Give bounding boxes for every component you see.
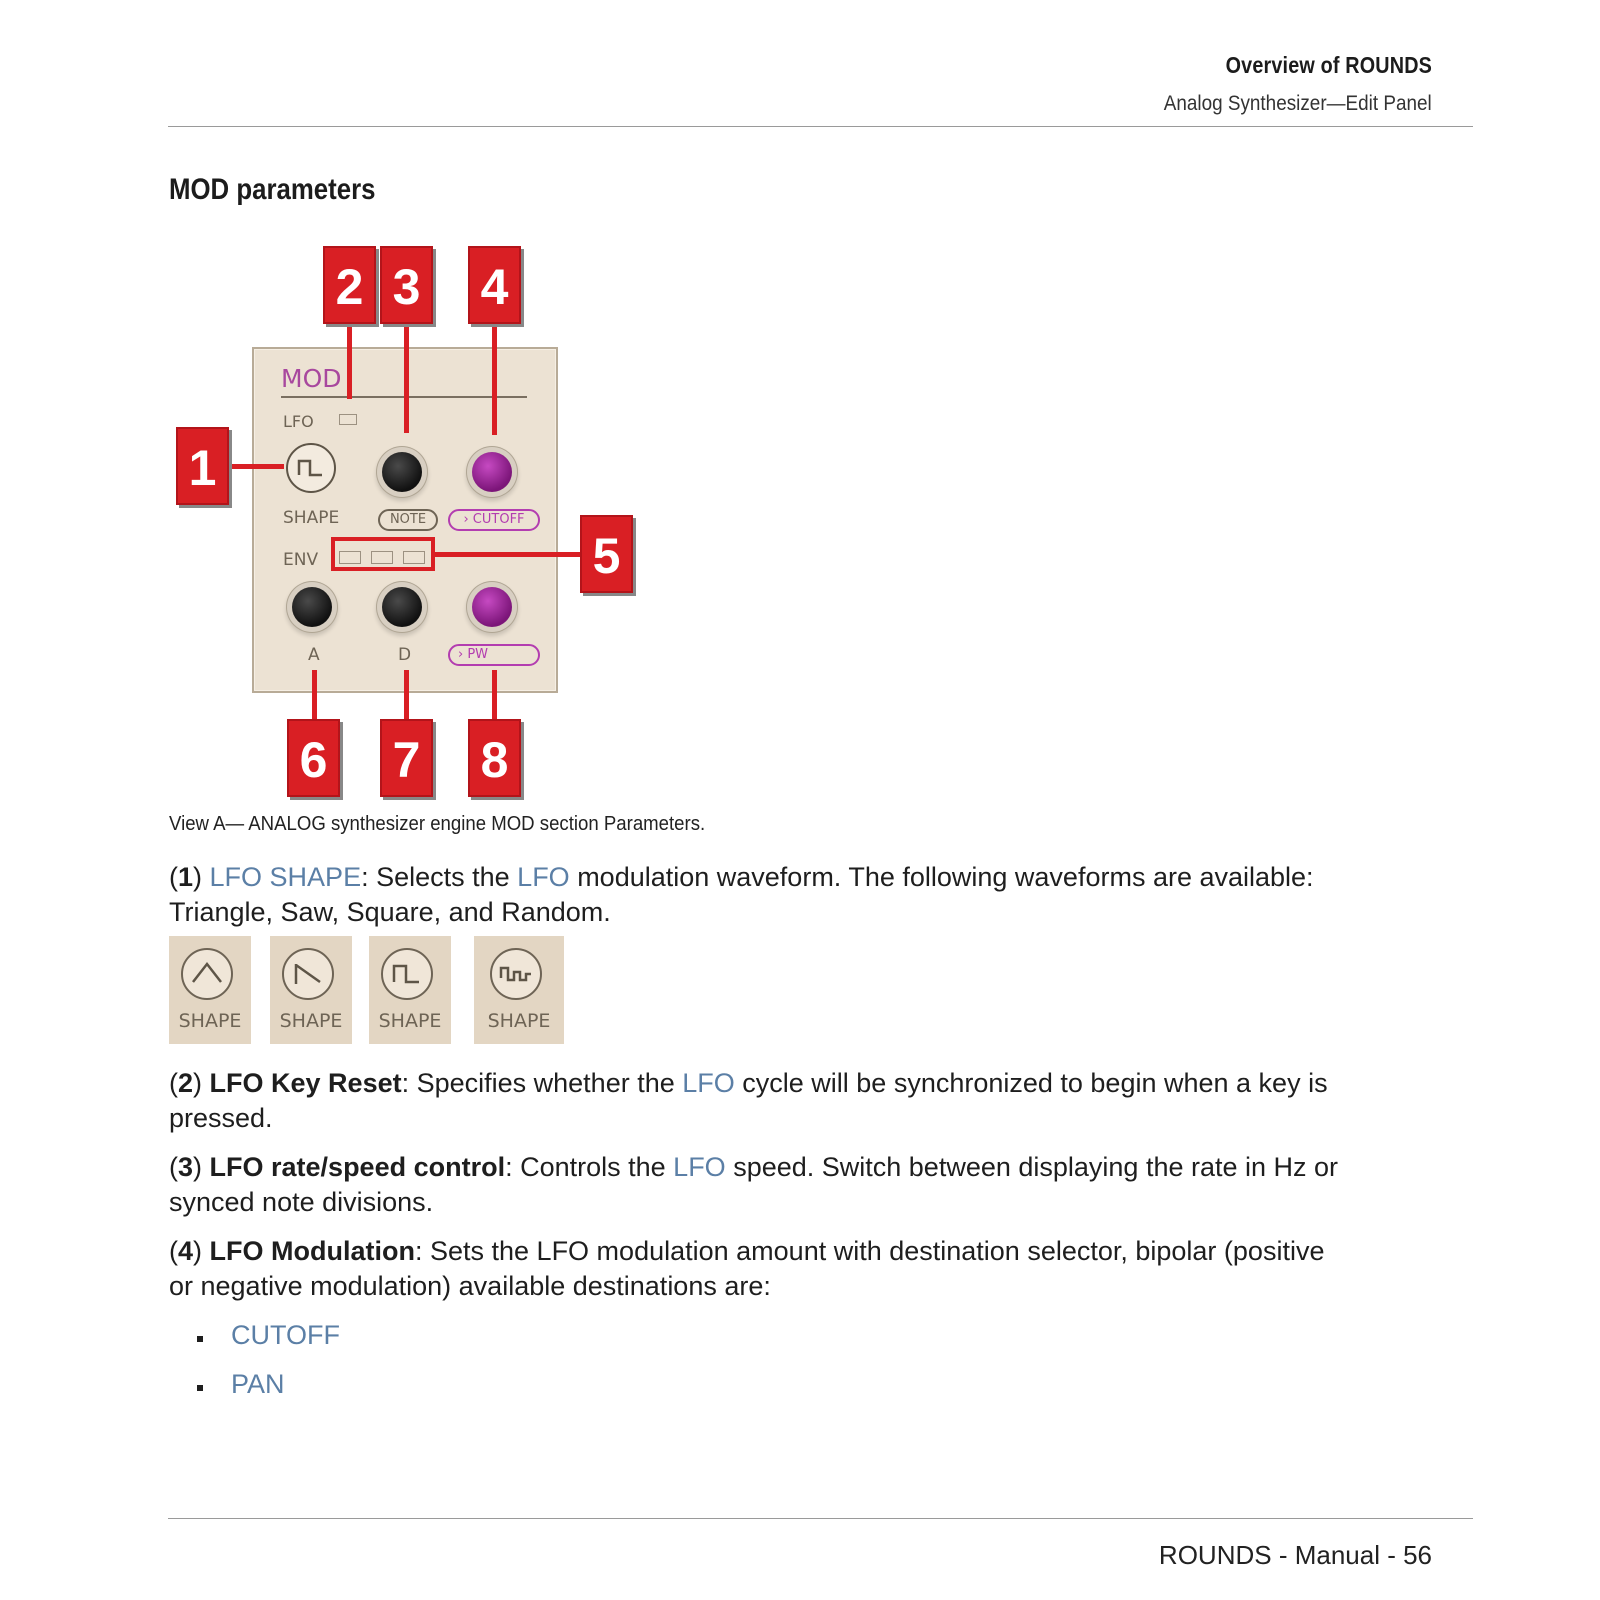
callout-7: 7 <box>380 719 433 797</box>
link-lfo[interactable]: LFO <box>673 1152 726 1182</box>
panel-title: MOD <box>281 364 342 393</box>
callout-5: 5 <box>580 515 633 593</box>
running-header-title: Overview of ROUNDS <box>1225 52 1432 78</box>
env-mod-knob[interactable] <box>472 587 512 627</box>
callout-3: 3 <box>380 246 433 324</box>
section-title: MOD parameters <box>169 173 376 206</box>
callout-line <box>347 323 352 399</box>
bullet-link-pan[interactable]: PAN <box>231 1369 285 1399</box>
figure-caption: View A— ANALOG synthesizer engine MOD section Parameters. <box>169 813 706 835</box>
attack-label: A <box>308 645 320 665</box>
item-2-paragraph: (2) LFO Key Reset: Specifies whether the LFO cycle will be synchronized to begin when a key is pressed. <box>169 1068 1328 1133</box>
callout-1: 1 <box>176 427 229 505</box>
link-lfo[interactable]: LFO <box>517 862 570 892</box>
square-wave-icon <box>381 948 433 1000</box>
shape-tile-triangle <box>169 936 251 1044</box>
bullet-marker <box>197 1336 203 1342</box>
link-lfo[interactable]: LFO <box>682 1068 735 1098</box>
random-wave-icon <box>490 948 542 1000</box>
callout-2: 2 <box>323 246 376 324</box>
key-reset-toggle[interactable] <box>339 414 357 425</box>
callout-line <box>404 670 409 722</box>
decay-knob[interactable] <box>382 587 422 627</box>
callout-6: 6 <box>287 719 340 797</box>
shape-tile-label: SHAPE <box>279 1010 343 1032</box>
callout-line <box>433 552 585 557</box>
footer-rule <box>168 1518 1473 1519</box>
shape-tile-label: SHAPE <box>178 1010 242 1032</box>
callout-4: 4 <box>468 246 521 324</box>
link-lfo-shape[interactable]: LFO SHAPE <box>209 862 362 892</box>
callout-8: 8 <box>468 719 521 797</box>
lfo-shape-button[interactable] <box>286 443 336 493</box>
shape-tile-label: SHAPE <box>487 1010 551 1032</box>
lfo-label: LFO <box>283 412 314 431</box>
env-label: ENV <box>283 550 319 570</box>
shape-tile-label: SHAPE <box>378 1010 442 1032</box>
triangle-wave-icon <box>181 948 233 1000</box>
item-4-paragraph: (4) LFO Modulation: Sets the LFO modulation amount with destination selector, bipolar (positive or negative modulation) available destinations are: <box>169 1236 1325 1301</box>
callout-line <box>312 670 317 722</box>
attack-knob[interactable] <box>292 587 332 627</box>
running-header-subtitle: Analog Synthesizer—Edit Panel <box>1164 92 1432 115</box>
shape-tile-random <box>474 936 564 1044</box>
shape-tile-saw <box>270 936 352 1044</box>
shape-label: SHAPE <box>283 508 340 528</box>
env-destination-selector[interactable]: › PW <box>448 644 540 666</box>
saw-wave-icon <box>282 948 334 1000</box>
bullet-link-cutoff[interactable]: CUTOFF <box>231 1320 340 1350</box>
shape-tile-square <box>369 936 451 1044</box>
item-3-paragraph: (3) LFO rate/speed control: Controls the LFO speed. Switch between displaying the rate in Hz or synced note divisions. <box>169 1152 1339 1217</box>
square-wave-icon <box>288 445 334 491</box>
page-footer: ROUNDS - Manual - 56 <box>1158 1540 1432 1570</box>
lfo-destination-selector[interactable]: › CUTOFF <box>448 509 540 531</box>
callout-line <box>492 323 497 435</box>
decay-label: D <box>398 645 412 665</box>
env-mode-highlight <box>331 537 435 571</box>
item-1-paragraph: (1) LFO SHAPE: Selects the LFO modulation waveform. The following waveforms are available: Triangle, Saw, Square, and Random. <box>169 862 1314 927</box>
lfo-mod-knob[interactable] <box>472 452 512 492</box>
callout-line <box>404 323 409 433</box>
callout-line <box>492 670 497 722</box>
header-rule <box>168 126 1473 127</box>
bullet-marker <box>197 1385 203 1391</box>
note-button[interactable]: NOTE <box>378 509 438 531</box>
lfo-rate-knob[interactable] <box>382 452 422 492</box>
callout-line <box>226 464 284 469</box>
